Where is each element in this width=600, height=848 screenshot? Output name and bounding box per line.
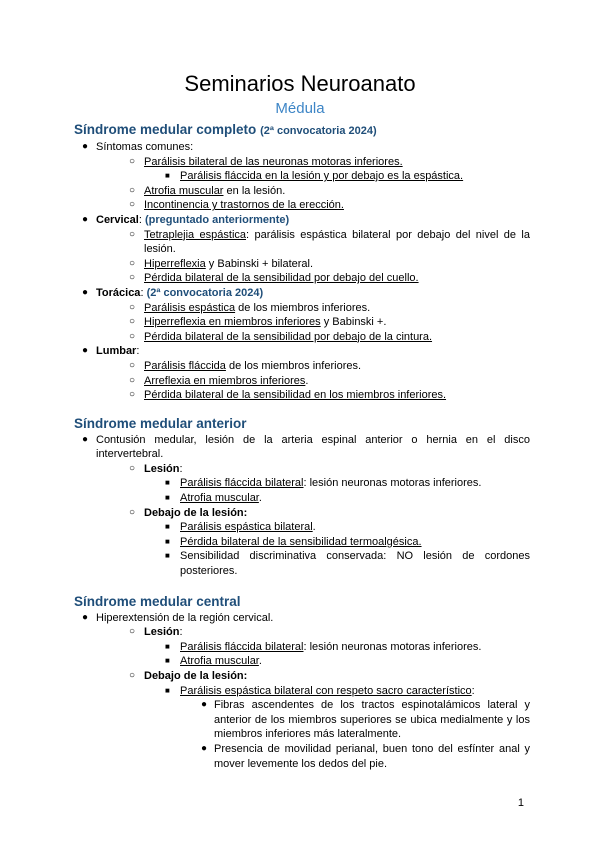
- item-label: Cervical: [96, 213, 139, 226]
- bullet-dot-icon: ●: [82, 213, 89, 225]
- bullet-circle-icon: ○: [129, 670, 136, 681]
- list-item: [74, 330, 530, 345]
- item-text: Parálisis bilateral de las neuronas motoras inferiores.: [144, 155, 403, 168]
- section-title: Síndrome medular completo: [74, 122, 257, 137]
- item-text-underlined: Parálisis espástica: [144, 301, 236, 314]
- item-text: :: [136, 345, 140, 358]
- item-text-underlined: Parálisis fláccida: [144, 359, 226, 372]
- item-text-underlined: Parálisis fláccida bilateral: [180, 477, 304, 490]
- list-item: [74, 388, 530, 403]
- item-label: Debajo de la lesión:: [144, 670, 248, 682]
- item-text: : parálisis espástica bilateral por debajo del nivel de la lesión.: [144, 228, 530, 256]
- item-note: (preguntado anteriormente): [144, 213, 290, 226]
- item-label: Torácica: [96, 286, 141, 299]
- item-text: y Babinski +.: [320, 316, 387, 329]
- list-item: [74, 640, 530, 655]
- item-text: Contusión medular, lesión de la arteria espinal anterior o hernia en el disco intervertebral.: [96, 433, 530, 461]
- list-item: [74, 433, 530, 462]
- list-item: [74, 491, 530, 506]
- list-item: [74, 198, 530, 213]
- item-text: Síntomas comunes:: [96, 141, 194, 153]
- list-item: [74, 213, 530, 228]
- section-note: (2ª convocatoria 2024): [260, 125, 377, 137]
- bullet-circle-icon: ○: [129, 155, 136, 167]
- section-heading-central: Síndrome medular central: [74, 593, 241, 609]
- list-item: [74, 654, 530, 669]
- item-label: Debajo de la lesión:: [144, 506, 248, 519]
- section-heading-completo: [74, 121, 530, 140]
- item-text: de los miembros inferiores.: [235, 301, 371, 314]
- bullet-circle-icon: ○: [129, 228, 136, 240]
- list-item: [74, 140, 530, 155]
- list-item: [74, 742, 530, 771]
- list-item: [74, 184, 530, 199]
- list-item: [74, 698, 530, 742]
- section-heading-anterior: Síndrome medular anterior: [74, 415, 247, 431]
- item-text: :: [471, 684, 475, 697]
- list-item: [74, 549, 530, 578]
- list-item: [74, 374, 530, 389]
- list-item: [74, 520, 530, 535]
- item-text: :: [179, 462, 183, 475]
- list-item: [74, 611, 530, 626]
- list-item: [74, 669, 530, 684]
- bullet-dot-icon: ●: [82, 141, 89, 152]
- bullet-circle-icon: ○: [129, 626, 136, 638]
- bullet-dot-icon: ●: [82, 611, 89, 623]
- item-text-underlined: Parálisis fláccida bilateral: [180, 640, 304, 653]
- item-text-underlined: Hiperreflexia: [144, 257, 206, 270]
- document-body: [74, 121, 530, 771]
- list-item: [74, 286, 530, 301]
- list-item: [74, 476, 530, 491]
- item-text: Hiperextensión de la región cervical.: [96, 611, 274, 624]
- document-title: Seminarios Neuroanato: [184, 71, 416, 96]
- bullet-circle-icon: ○: [129, 257, 136, 269]
- bullet-dot-icon: ●: [82, 345, 89, 357]
- bullet-dot-icon: ●: [82, 433, 89, 445]
- list-item: [74, 271, 530, 286]
- item-text-underlined: Arreflexia en miembros inferiores: [144, 374, 306, 387]
- list-item: [74, 535, 530, 550]
- item-text: Incontinencia y trastornos de la erección.: [144, 199, 344, 212]
- bullet-square-icon: ■: [165, 551, 170, 561]
- list-item: [74, 169, 530, 184]
- item-text-underlined: Atrofia muscular: [144, 184, 224, 197]
- bullet-square-icon: ■: [165, 536, 170, 546]
- list-item: [74, 344, 530, 359]
- section-list: [74, 140, 530, 403]
- item-text: en la lesión.: [223, 184, 286, 197]
- bullet-square-icon: ■: [165, 685, 170, 695]
- item-text: de los miembros inferiores.: [225, 359, 362, 372]
- item-text-underlined: Tetraplejia espástica: [144, 228, 247, 241]
- item-text: .: [312, 521, 316, 534]
- item-label: Lumbar: [96, 345, 137, 358]
- bullet-circle-icon: ○: [129, 374, 136, 386]
- list-item: [74, 625, 530, 640]
- list-item: [74, 359, 530, 374]
- item-text: .: [305, 374, 309, 387]
- item-text-underlined: Parálisis espástica bilateral: [180, 521, 313, 534]
- bullet-circle-icon: ○: [129, 301, 136, 313]
- bullet-dot-icon: ●: [201, 699, 208, 711]
- bullet-circle-icon: ○: [129, 462, 136, 474]
- bullet-circle-icon: ○: [129, 506, 136, 518]
- list-item: [74, 506, 530, 521]
- bullet-dot-icon: ●: [82, 286, 89, 298]
- item-text-underlined: Hiperreflexia en miembros inferiores: [144, 316, 321, 329]
- page-number: 1: [517, 797, 524, 809]
- bullet-circle-icon: ○: [129, 199, 136, 211]
- bullet-square-icon: ■: [165, 656, 170, 666]
- list-item: [74, 155, 530, 170]
- list-item: [74, 462, 530, 477]
- bullet-circle-icon: ○: [129, 316, 136, 328]
- bullet-circle-icon: ○: [129, 272, 136, 284]
- item-text: : lesión neuronas motoras inferiores.: [303, 477, 482, 490]
- bullet-square-icon: ■: [165, 493, 170, 503]
- item-text: Pérdida bilateral de la sensibilidad por debajo del cuello.: [144, 272, 419, 285]
- list-item: [74, 228, 530, 257]
- bullet-square-icon: ■: [165, 478, 170, 488]
- item-text: :: [140, 286, 147, 299]
- item-text-underlined: Atrofia muscular: [180, 492, 259, 505]
- item-text: .: [258, 492, 262, 505]
- item-text: Parálisis fláccida en la lesión y por debajo es la espástica.: [180, 170, 464, 183]
- bullet-square-icon: ■: [165, 641, 170, 651]
- bullet-square-icon: ■: [165, 522, 170, 532]
- bullet-circle-icon: ○: [129, 389, 136, 401]
- item-note: (2ª convocatoria 2024): [146, 286, 264, 299]
- bullet-circle-icon: ○: [129, 184, 136, 196]
- list-item: [74, 257, 530, 272]
- item-text: Fibras ascendentes de los tractos espinotalámicos lateral y anterior de los miembros superiores se ubica medialmente y los miembros inferiores más lateralmente.: [214, 699, 530, 741]
- item-text: : lesión neuronas motoras inferiores.: [303, 640, 482, 653]
- section-list: [74, 433, 530, 579]
- item-text: Pérdida bilateral de la sensibilidad en los miembros inferiores.: [144, 389, 447, 402]
- item-text: Presencia de movilidad perianal, buen tono del esfínter anal y mover levemente los dedos del pie.: [214, 742, 530, 770]
- list-item: [74, 301, 530, 316]
- item-label: Lesión: [144, 462, 180, 475]
- list-item: [74, 315, 530, 330]
- bullet-circle-icon: ○: [129, 359, 136, 371]
- item-text: .: [258, 655, 262, 668]
- item-text-underlined: Pérdida bilateral de la sensibilidad termoalgésica.: [180, 535, 422, 548]
- item-text: :: [138, 213, 145, 226]
- bullet-square-icon: ■: [165, 171, 170, 181]
- item-text-underlined: Parálisis espástica bilateral con respeto sacro característico: [180, 684, 472, 697]
- item-text: Sensibilidad discriminativa conservada: NO lesión de cordones posteriores.: [180, 550, 530, 578]
- item-text-underlined: Atrofia muscular: [180, 655, 259, 668]
- item-text: Pérdida bilateral de la sensibilidad por debajo de la cintura.: [144, 330, 433, 343]
- list-item: [74, 684, 530, 699]
- document-subtitle: Médula: [275, 100, 325, 117]
- section-list: [74, 611, 530, 772]
- item-label: Lesión: [144, 626, 180, 639]
- item-text: :: [179, 626, 183, 639]
- bullet-dot-icon: ●: [201, 742, 208, 754]
- item-text: y Babinski + bilateral.: [205, 257, 314, 270]
- bullet-circle-icon: ○: [129, 330, 136, 342]
